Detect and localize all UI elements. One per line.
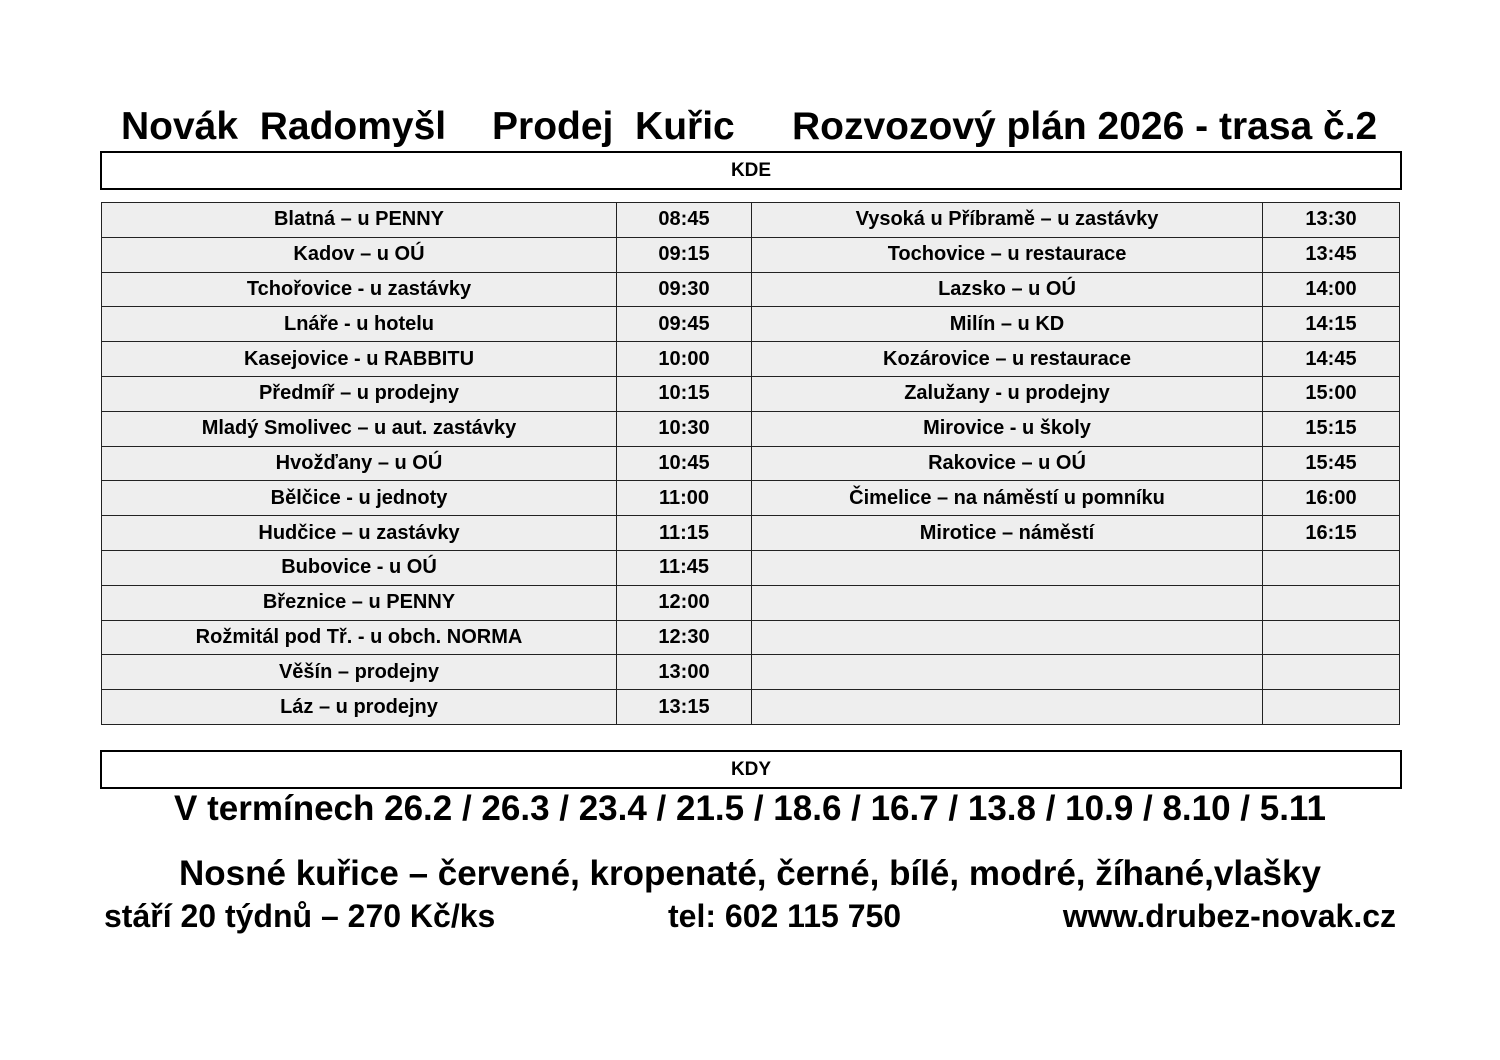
when-section-header: KDY <box>100 750 1402 789</box>
schedule-table <box>101 202 1400 725</box>
table-row <box>102 690 1400 725</box>
schedule-body <box>102 203 1400 725</box>
table-row <box>102 376 1400 411</box>
stop-place: Zalužany - u prodejny <box>752 376 1263 411</box>
stop-time: 08:45 <box>617 203 752 238</box>
stop-time: 09:30 <box>617 272 752 307</box>
stop-place: Mladý Smolivec – u aut. zastávky <box>102 411 617 446</box>
stop-time: 12:30 <box>617 620 752 655</box>
stop-time: 10:30 <box>617 411 752 446</box>
stop-place: Rožmitál pod Tř. - u obch. NORMA <box>102 620 617 655</box>
stop-place: Kadov – u OÚ <box>102 237 617 272</box>
table-row <box>102 411 1400 446</box>
stop-time <box>1263 655 1400 690</box>
stop-place <box>752 620 1263 655</box>
breeds-line: Nosné kuřice – červené, kropenaté, černé, bílé, modré, žíhané,vlašky <box>179 854 1321 893</box>
stop-place: Předmíř – u prodejny <box>102 376 617 411</box>
stop-time: 13:15 <box>617 690 752 725</box>
stop-place: Kozárovice – u restaurace <box>752 342 1263 377</box>
table-row <box>102 307 1400 342</box>
footer <box>100 896 1400 936</box>
stop-time <box>1263 550 1400 585</box>
table-row <box>102 481 1400 516</box>
table-row <box>102 272 1400 307</box>
stop-place: Blatná – u PENNY <box>102 203 617 238</box>
stop-time: 10:45 <box>617 446 752 481</box>
page-title <box>100 104 1400 150</box>
plan-name: Rozvozový plán 2026 - trasa č.2 <box>792 105 1378 148</box>
table-row <box>102 446 1400 481</box>
table-row <box>102 342 1400 377</box>
table-row <box>102 550 1400 585</box>
stop-time: 13:00 <box>617 655 752 690</box>
table-row <box>102 237 1400 272</box>
stop-place: Láz – u prodejny <box>102 690 617 725</box>
company-name: Novák Radomyšl <box>121 105 447 148</box>
stop-place: Mirovice - u školy <box>752 411 1263 446</box>
table-row <box>102 585 1400 620</box>
stop-place: Vysoká u Příbramě – u zastávky <box>752 203 1263 238</box>
stop-place: Milín – u KD <box>752 307 1263 342</box>
stop-place: Mirotice – náměstí <box>752 516 1263 551</box>
stop-time: 14:45 <box>1263 342 1400 377</box>
website: www.drubez-novak.cz <box>1062 898 1396 934</box>
stop-place: Věšín – prodejny <box>102 655 617 690</box>
stop-place: Březnice – u PENNY <box>102 585 617 620</box>
stop-time: 11:45 <box>617 550 752 585</box>
table-row <box>102 516 1400 551</box>
stop-time: 13:30 <box>1263 203 1400 238</box>
stop-place: Tochovice – u restaurace <box>752 237 1263 272</box>
table-row <box>102 203 1400 238</box>
stop-place: Lazsko – u OÚ <box>752 272 1263 307</box>
stop-time: 10:15 <box>617 376 752 411</box>
stop-time: 09:45 <box>617 307 752 342</box>
stop-place <box>752 585 1263 620</box>
stop-time: 15:15 <box>1263 411 1400 446</box>
stop-time: 15:00 <box>1263 376 1400 411</box>
stop-place <box>752 690 1263 725</box>
stop-place <box>752 550 1263 585</box>
stop-place: Tchořovice - u zastávky <box>102 272 617 307</box>
stop-place: Hvožďany – u OÚ <box>102 446 617 481</box>
phone-number: tel: 602 115 750 <box>668 898 902 934</box>
stop-time <box>1263 585 1400 620</box>
age-price: stáří 20 týdnů – 270 Kč/ks <box>104 898 496 934</box>
table-row <box>102 655 1400 690</box>
stop-place: Lnáře - u hotelu <box>102 307 617 342</box>
stop-time <box>1263 620 1400 655</box>
stop-time: 16:00 <box>1263 481 1400 516</box>
product-name: Prodej Kuřic <box>492 105 735 148</box>
stop-place: Kasejovice - u RABBITU <box>102 342 617 377</box>
stop-time: 14:00 <box>1263 272 1400 307</box>
stop-time: 15:45 <box>1263 446 1400 481</box>
dates-line: V termínech 26.2 / 26.3 / 23.4 / 21.5 / 18.6 / 16.7 / 13.8 / 10.9 / 8.10 / 5.11 <box>174 789 1326 828</box>
stop-place: Bělčice - u jednoty <box>102 481 617 516</box>
stop-place: Bubovice - u OÚ <box>102 550 617 585</box>
stop-time: 14:15 <box>1263 307 1400 342</box>
stop-time: 12:00 <box>617 585 752 620</box>
stop-time: 11:00 <box>617 481 752 516</box>
stop-time: 10:00 <box>617 342 752 377</box>
table-row <box>102 620 1400 655</box>
stop-time: 09:15 <box>617 237 752 272</box>
stop-place: Hudčice – u zastávky <box>102 516 617 551</box>
stop-time <box>1263 690 1400 725</box>
stop-place <box>752 655 1263 690</box>
stop-time: 13:45 <box>1263 237 1400 272</box>
where-section-header: KDE <box>100 151 1402 190</box>
stop-time: 11:15 <box>617 516 752 551</box>
stop-place: Rakovice – u OÚ <box>752 446 1263 481</box>
stop-place: Čimelice – na náměstí u pomníku <box>752 481 1263 516</box>
stop-time: 16:15 <box>1263 516 1400 551</box>
